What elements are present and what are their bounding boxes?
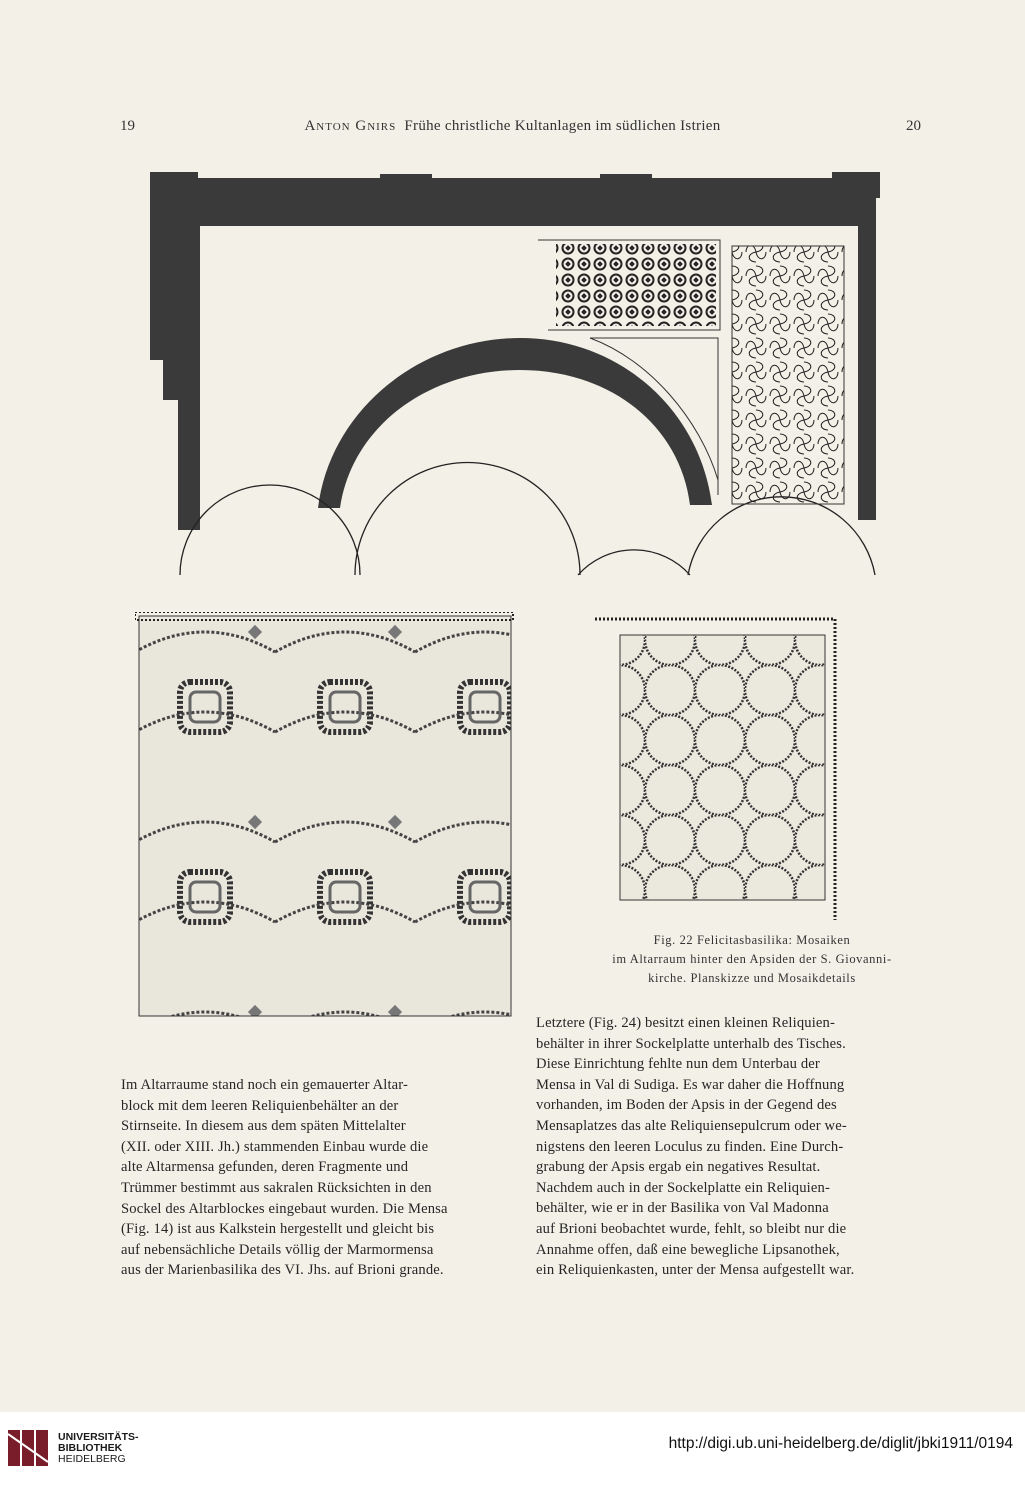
text-line: behälter in ihrer Sockelplatte unterhalb des Tisches.: [536, 1035, 846, 1052]
text-line: block mit dem leeren Reliquienbehälter an der: [121, 1097, 399, 1114]
library-logo-icon: [8, 1430, 52, 1466]
text-line: auf Brioni beobachtet wurde, fehlt, so bleibt nur die: [536, 1220, 847, 1237]
text-line: Im Altarraume stand noch ein gemauerter Altar-: [121, 1077, 409, 1093]
mosaic-detail-knots: [135, 612, 515, 1062]
library-name-line: UNIVERSITÄTS-: [58, 1431, 139, 1443]
library-footer: [0, 1412, 1025, 1485]
text-line: Trümmer bestimmt aus sakralen Rücksichten in den: [121, 1179, 432, 1196]
text-line: vorhanden, im Boden der Apsis in der Gegend des: [536, 1097, 837, 1114]
mosaic-detail-circles: [595, 615, 845, 925]
text-line: (XII. oder XIII. Jh.) stammenden Einbau wurde die: [121, 1138, 429, 1155]
author-name: Anton Gnirs: [304, 118, 397, 134]
text-line: Nachdem auch in der Sockelplatte ein Reliquien-: [536, 1179, 830, 1196]
text-line: Mensaplatzes das alte Reliquiensepulcrum oder we-: [536, 1117, 847, 1134]
permalink-url[interactable]: http://digi.ub.uni-heidelberg.de/diglit/jbki1911/0194: [668, 1435, 1013, 1452]
text-line: Letztere (Fig. 24) besitzt einen kleinen Reliquien-: [536, 1015, 836, 1031]
text-line: Mensa in Val di Sudiga. Es war daher die Hoffnung: [536, 1076, 845, 1093]
text-line: grabung der Apsis ergab ein negatives Resultat.: [536, 1159, 821, 1176]
text-line: aus der Marienbasilika des VI. Jhs. auf Brioni grande.: [121, 1262, 444, 1279]
arch-wall: [318, 338, 712, 508]
text-column-left: [121, 1075, 514, 1281]
text-line: alte Altarmensa gefunden, deren Fragmente und: [121, 1159, 409, 1176]
text-line: ein Reliquienkasten, unter der Mensa aufgestellt war.: [536, 1262, 855, 1279]
text-line: Stirnseite. In diesem aus dem späten Mittelalter: [121, 1118, 406, 1135]
plan-sketch: [0, 0, 1025, 600]
text-line: Diese Einrichtung fehlte nun dem Unterbau der: [536, 1056, 820, 1073]
text-line: auf nebensächliche Details völlig der Marmormensa: [121, 1241, 434, 1258]
caption-line-3: kirche. Planskizze und Mosaikdetails: [648, 971, 856, 985]
library-name-line: HEIDELBERG: [58, 1453, 126, 1465]
caption-line-1: Fig. 22 Felicitasbasilika: Mosaiken: [653, 933, 851, 947]
running-title: Frühe christliche Kultanlagen im südlichen Istrien: [404, 118, 721, 134]
page-number-left: 19: [120, 118, 135, 134]
text-line: nigstens den leeren Loculus zu finden. Eine Durch-: [536, 1138, 844, 1155]
library-name: [58, 1432, 139, 1465]
page-number-right: 20: [906, 118, 921, 134]
figure-caption: [543, 931, 961, 988]
text-line: Annahme offen, daß eine bewegliche Lipsanothek,: [536, 1241, 840, 1258]
library-name-line: BIBLIOTHEK: [58, 1442, 123, 1454]
text-line: Sockel des Altarblockes eingebaut wurden. Die Mensa: [121, 1200, 448, 1217]
text-line: behälter, wie er in der Basilika von Val Madonna: [536, 1200, 829, 1217]
caption-line-2: im Altarraum hinter den Apsiden der S. Giovanni-: [612, 952, 892, 966]
text-column-right: [536, 1013, 932, 1281]
text-line: (Fig. 14) ist aus Kalkstein hergestellt und gleicht bis: [121, 1221, 435, 1238]
